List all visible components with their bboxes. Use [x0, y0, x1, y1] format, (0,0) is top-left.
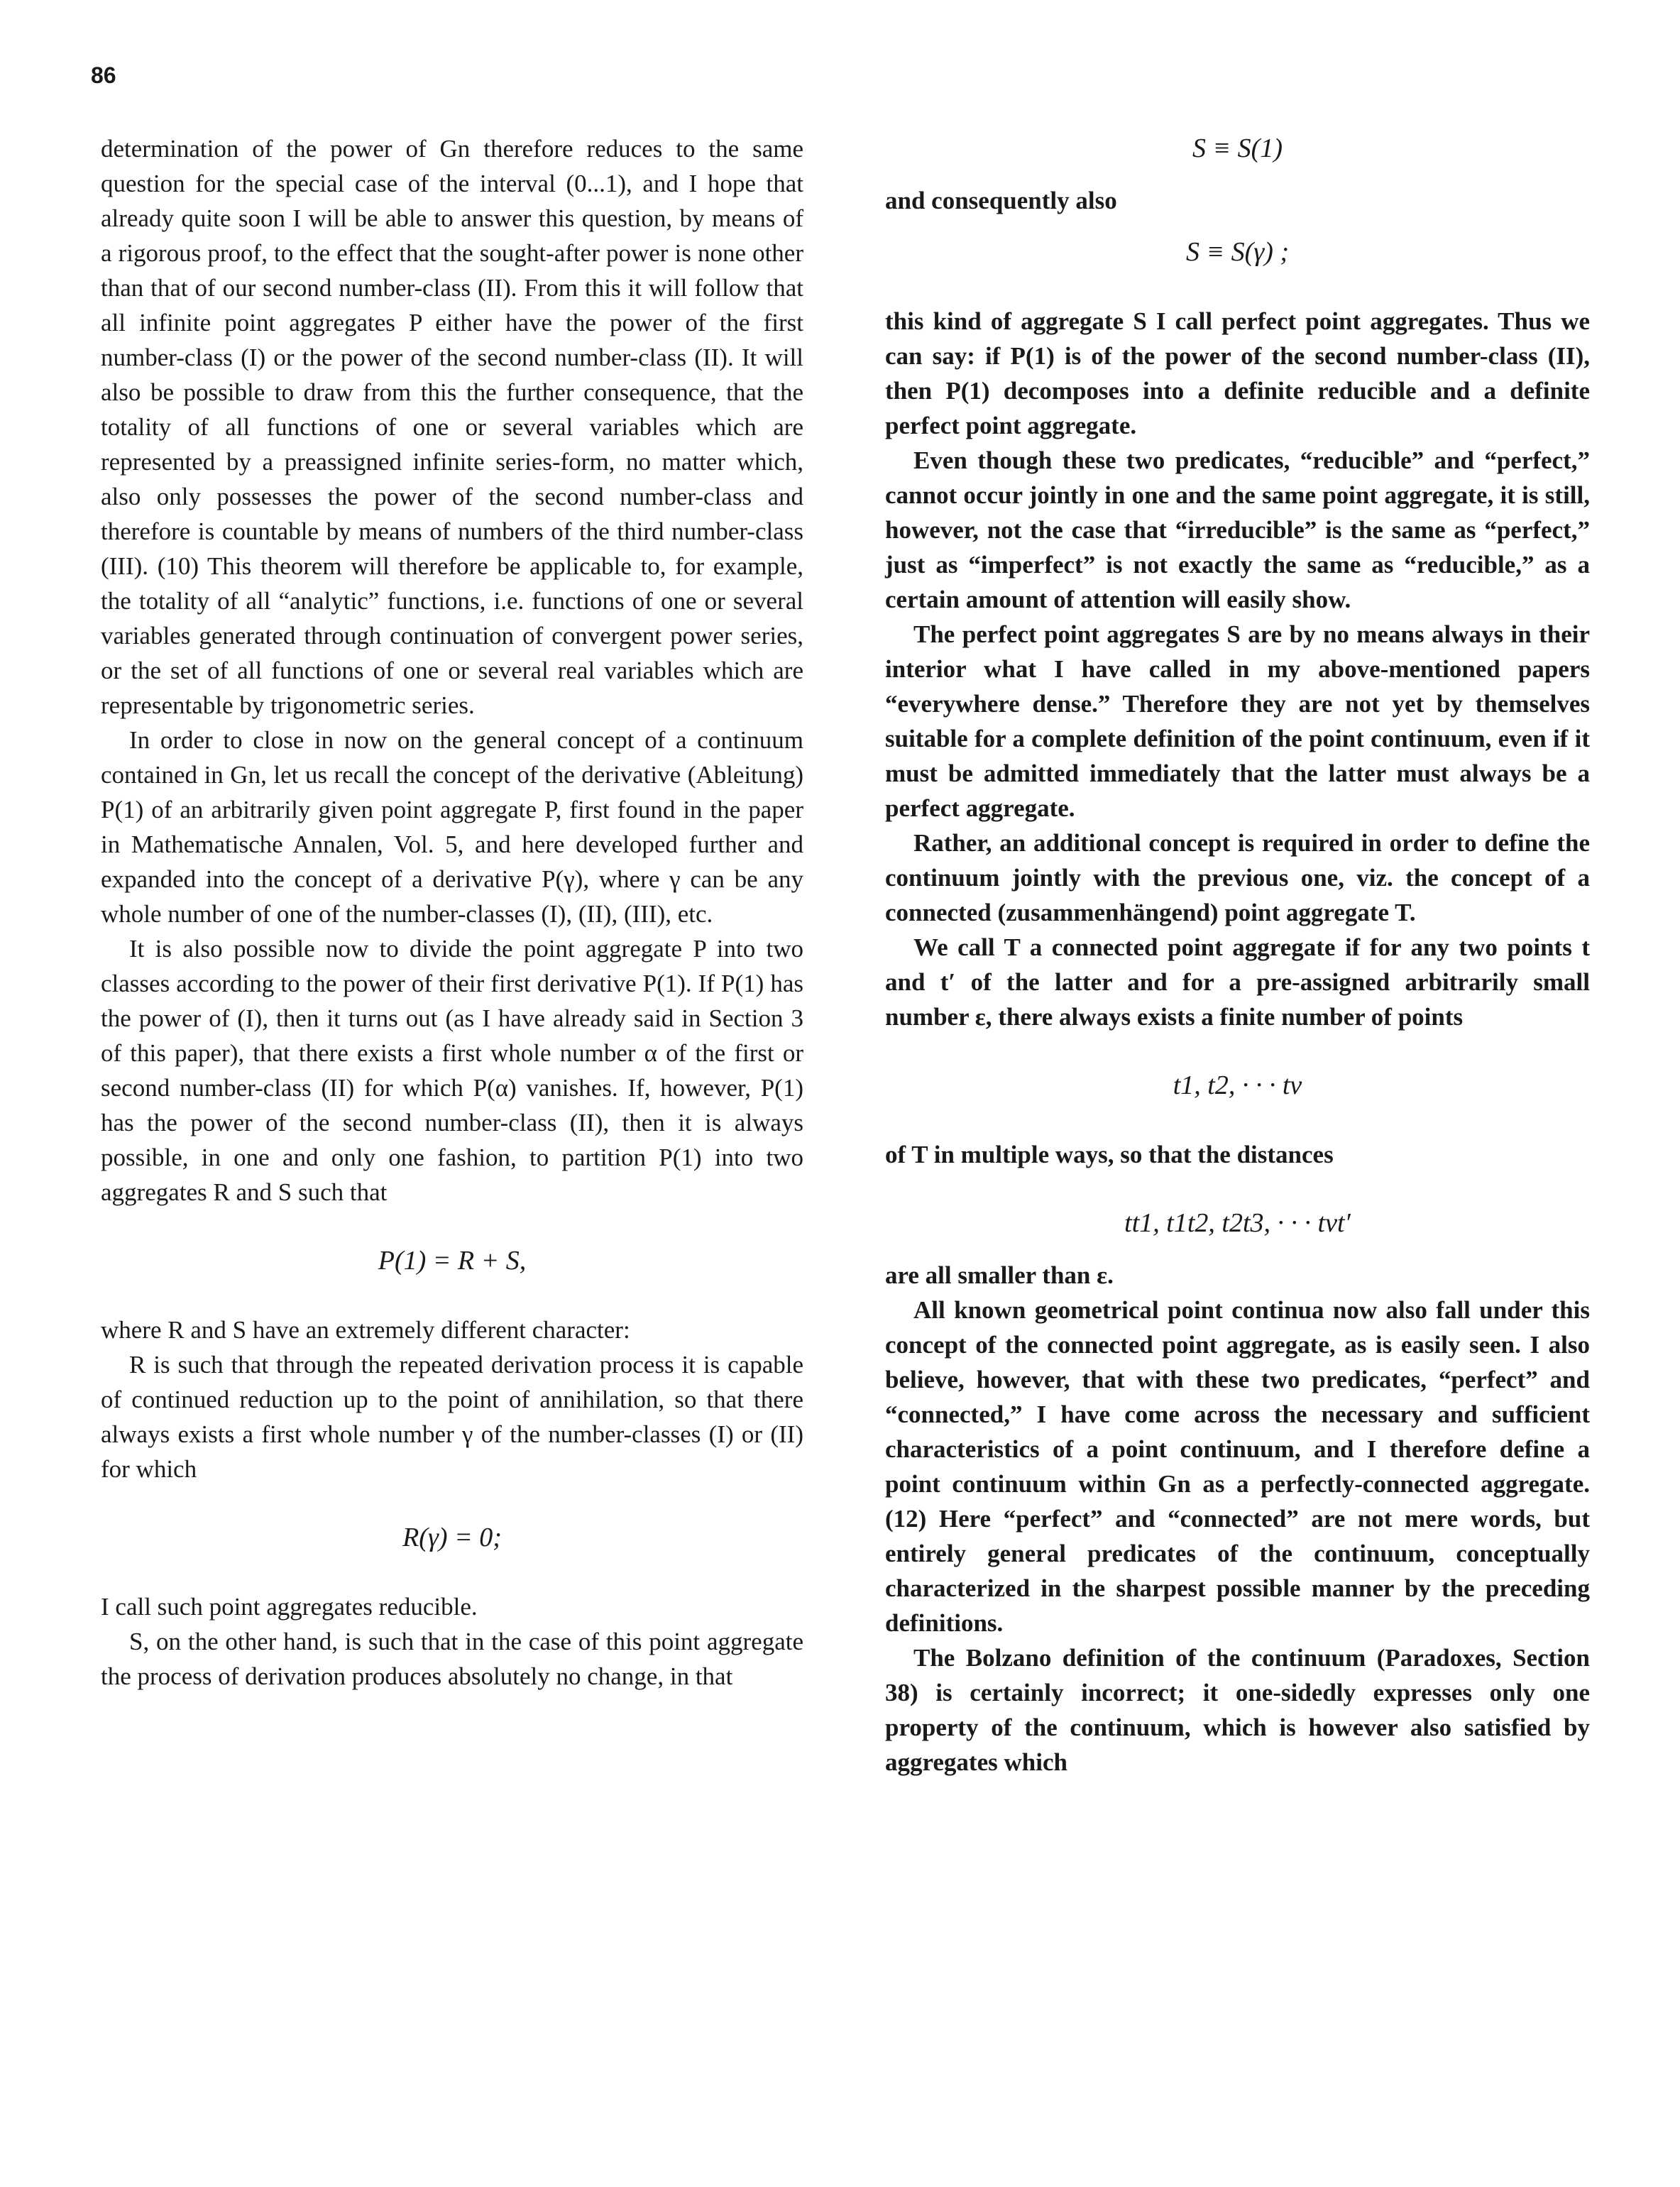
formula-distances: tt1, t1t2, t2t3, · · · tνt′ — [1124, 1208, 1351, 1238]
right-paragraph-1: and consequently also — [885, 187, 1117, 214]
right-paragraph-2: this kind of aggregate S I call perfect point aggregates. Thus we can say: if P(1) is of the power of the second number-class (II), then P(1) decomposes into a definite reducible and a definite perfect point aggregate. — [885, 307, 1590, 439]
formula-point-sequence: t1, t2, · · · tν — [1173, 1070, 1302, 1100]
right-paragraph-10: The Bolzano definition of the continuum (Paradoxes, Section 38) is certainly incorrect; it one-sidedly expresses only one property of the continuum, which is however also satisfied by aggregates which — [885, 1644, 1590, 1776]
left-paragraph-5: R is such that through the repeated derivation process it is capable of continued reduction up to the point of annihilation, so that there always exists a first whole number γ of the number-classes (I) or (II) for which — [101, 1351, 803, 1483]
left-paragraph-1: determination of the power of Gn therefore reduces to the same question for the special case of the interval (0...1), and I hope that already quite soon I will be able to answer this question, by means of a rigorous proof, to the effect that the sought-after power is none other than that of our second number-class (II). From this it will follow that all infinite point aggregates P either have the power of the first number-class (I) or the power of the second number-class (II). It will also be possible to draw from this the further consequence, that the totality of all functions of one or several variables which are represented by a preassigned infinite series-form, no matter which, also only possesses the power of the second number-class and therefore is countable by means of numbers of the third number-class (III). (10) This theorem will therefore be applicable to, for example, the totality of all “analytic” functions, i.e. functions of one or several variables generated through continuation of convergent power series, or the set of all functions of one or several real variables which are representable by trigonometric series. — [101, 135, 803, 719]
right-paragraph-9: All known geometrical point continua now also fall under this concept of the connected point aggregate, as is easily seen. I also believe, however, that with these two predicates, “perfect” and “connected,” I have come across the necessary and sufficient characteristics of a point continuum, and I therefore define a point continuum within Gn as a perfectly-connected aggregate. (12) Here “perfect” and “connected” are not mere words, but entirely general predicates of the continuum, conceptually characterized in the sharpest possible manner by the preceding definitions. — [885, 1296, 1590, 1637]
left-paragraph-4: where R and S have an extremely different character: — [101, 1316, 630, 1344]
formula-s-equiv-s1: S ≡ S(1) — [1192, 133, 1283, 163]
formula-reducible: R(γ) = 0; — [402, 1523, 502, 1552]
right-paragraph-8: are all smaller than ε. — [885, 1261, 1114, 1289]
left-paragraph-6: I call such point aggregates reducible. — [101, 1593, 478, 1621]
left-paragraph-3: It is also possible now to divide the point aggregate P into two classes according to the power of their first derivative P(1). If P(1) has the power of (I), then it turns out (as I have already said in Section 3 of this paper), that there exists a first whole number α of the first or second number-class (II) for which P(α) vanishes. If, however, P(1) has the power of the second number-class (II), then it is always possible, in one and only one fashion, to partition P(1) into two aggregates R and S such that — [101, 935, 803, 1206]
page-number: 86 — [91, 62, 116, 88]
formula-s-equiv-sgamma: S ≡ S(γ) ; — [1185, 237, 1290, 267]
right-paragraph-6: We call T a connected point aggregate if for any two points t and t′ of the latter and for a pre-assigned arbitrarily small number ε, there always exists a finite number of points — [885, 933, 1590, 1031]
right-paragraph-4: The perfect point aggregates S are by no means always in their interior what I have called in my above-mentioned papers “everywhere dense.” Therefore they are not yet by themselves suitable for a complete definition of the point continuum, even if it must be admitted immediately that the latter must always be a perfect aggregate. — [885, 620, 1590, 822]
right-paragraph-7: of T in multiple ways, so that the distances — [885, 1141, 1334, 1168]
left-paragraph-7: S, on the other hand, is such that in the case of this point aggregate the process of derivation produces absolutely no change, in that — [101, 1628, 803, 1690]
right-paragraph-5: Rather, an additional concept is required in order to define the continuum jointly with the previous one, viz. the concept of a connected (zusammenhängend) point aggregate T. — [885, 829, 1590, 926]
formula-p1-decomposition: P(1) = R + S, — [378, 1246, 527, 1276]
right-column — [885, 131, 1590, 1780]
right-paragraph-3: Even though these two predicates, “reducible” and “perfect,” cannot occur jointly in one and the same point aggregate, it is still, however, not the case that “irreducible” is the same as “perfect,” just as “imperfect” is not exactly the same as “reducible,” as a certain amount of attention will easily show. — [885, 446, 1590, 613]
left-paragraph-2: In order to close in now on the general concept of a continuum contained in Gn, let us recall the concept of the derivative (Ableitung) P(1) of an arbitrarily given point aggregate P, first found in the paper in Mathematische Annalen, Vol. 5, and here developed further and expanded into the concept of a derivative P(γ), where γ can be any whole number of one of the number-classes (I), (II), (III), etc. — [101, 726, 803, 928]
left-column — [101, 131, 803, 1694]
